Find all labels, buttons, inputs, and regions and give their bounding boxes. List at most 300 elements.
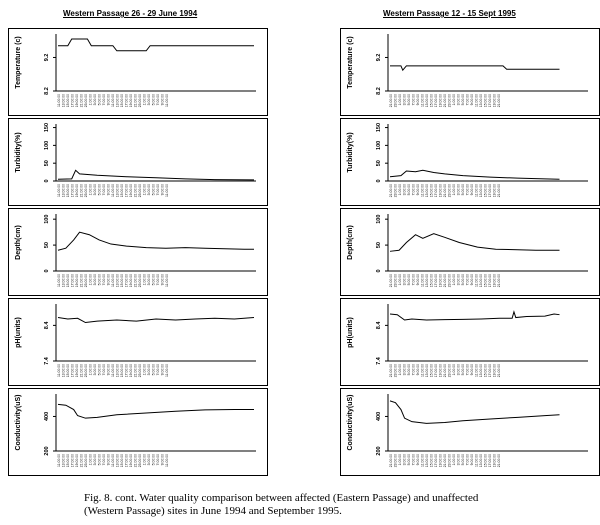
x-tick-label: 3:00:00 [92, 184, 97, 196]
x-tick-label: 13:00:00 [115, 184, 120, 198]
series-line [58, 318, 254, 323]
x-tick-label: 15:00:00 [483, 184, 488, 198]
x-tick-label: 5:00:00 [460, 364, 465, 376]
x-tick-label: 7:00:00 [465, 274, 470, 286]
x-tick-label: 19:00:00 [492, 364, 497, 378]
x-tick-label: 7:00:00 [155, 274, 160, 286]
x-tick-label: 9:00:00 [415, 364, 420, 376]
y-tick-label: 9.2 [44, 53, 50, 62]
y-tick-label: 0 [44, 269, 50, 273]
x-tick-label: 15:00:00 [119, 184, 124, 198]
depth-panel-right [340, 208, 600, 296]
x-tick-label: 1:00:00 [451, 274, 456, 286]
x-tick-label: 7:00:00 [411, 94, 416, 106]
x-tick-label: 11:00:00 [110, 184, 115, 197]
y-tick-label: 150 [44, 122, 50, 133]
x-tick-label: 13:00:00 [424, 184, 429, 198]
x-tick-label: 7:00:00 [155, 94, 160, 106]
x-tick-label: 21:00:00 [442, 454, 447, 468]
x-tick-label: 23:00:00 [447, 364, 452, 378]
y-tick-label: 100 [376, 140, 382, 150]
x-tick-label: 1:00:00 [142, 274, 147, 286]
x-tick-label: 13:00:00 [61, 364, 66, 378]
x-tick-label: 17:00:00 [70, 274, 75, 288]
x-tick-label: 21:00:00 [496, 94, 501, 108]
x-tick-label: 11:00:00 [420, 184, 425, 197]
x-tick-label: 17:00:00 [487, 454, 492, 468]
x-tick-label: 1:00:00 [451, 184, 456, 196]
x-tick-label: 17:00:00 [124, 454, 129, 468]
x-tick-label: 5:00:00 [97, 364, 102, 376]
x-tick-label: 3:00:00 [456, 274, 461, 286]
x-tick-label: 17:00:00 [124, 274, 129, 288]
y-axis-label: Turbidity(%) [347, 132, 354, 173]
x-tick-label: 3:00:00 [92, 454, 97, 466]
x-tick-label: 3:00:00 [402, 184, 407, 196]
x-tick-label: 15:00:00 [119, 94, 124, 108]
series-line [58, 232, 254, 250]
x-tick-label: 11:00:00 [110, 274, 115, 287]
x-tick-label: 7:00:00 [101, 274, 106, 286]
conductivity-panel-left [8, 388, 268, 476]
y-axis-label: Temperature (c) [15, 36, 22, 89]
series-line [58, 170, 254, 180]
x-tick-label: 21:00:00 [133, 274, 138, 288]
x-tick-label: 1:00:00 [397, 94, 402, 106]
x-tick-label: 9:00:00 [160, 184, 165, 196]
x-tick-label: 11:00:00 [474, 454, 479, 467]
x-tick-label: 5:00:00 [151, 454, 156, 466]
x-tick-label: 17:00:00 [433, 94, 438, 108]
x-tick-label: 23:00:00 [83, 184, 88, 198]
series-line [58, 404, 254, 418]
y-tick-label: 9.2 [376, 53, 382, 62]
y-tick-label: 7.4 [376, 357, 382, 365]
x-tick-label: 1:00:00 [397, 184, 402, 196]
caption-line-2: (Western Passage) sites in June 1994 and September 1995. [84, 505, 342, 517]
x-tick-label: 9:00:00 [160, 454, 165, 466]
y-tick-label: 50 [44, 242, 50, 249]
x-tick-label: 17:00:00 [433, 184, 438, 198]
x-tick-label: 17:00:00 [124, 184, 129, 198]
x-tick-label: 13:00:00 [61, 454, 66, 468]
turbidity-panel-left [8, 118, 268, 206]
x-tick-label: 15:00:00 [65, 454, 70, 468]
x-tick-label: 5:00:00 [406, 274, 411, 286]
x-tick-label: 19:00:00 [492, 274, 497, 288]
x-tick-label: 13:00:00 [478, 364, 483, 378]
x-tick-label: 5:00:00 [97, 184, 102, 196]
x-tick-label: 3:00:00 [456, 364, 461, 376]
x-tick-label: 19:00:00 [74, 454, 79, 468]
x-tick-label: 23:00:00 [137, 94, 142, 108]
x-tick-label: 11:00:00 [110, 364, 115, 377]
y-tick-label: 0 [376, 179, 382, 183]
x-tick-label: 23:00:00 [393, 274, 398, 288]
x-tick-label: 19:00:00 [438, 364, 443, 378]
x-tick-label: 17:00:00 [70, 94, 75, 108]
x-tick-label: 15:00:00 [65, 184, 70, 198]
x-tick-label: 15:00:00 [65, 274, 70, 288]
y-tick-label: 50 [376, 160, 382, 167]
x-tick-label: 21:00:00 [442, 94, 447, 108]
x-tick-label: 3:00:00 [146, 184, 151, 196]
x-tick-label: 15:00:00 [119, 274, 124, 288]
y-axis-label: Conductivity(uS) [347, 394, 354, 451]
x-tick-label: 3:00:00 [402, 94, 407, 106]
right-column-title: Western Passage 12 - 15 Sept 1995 [383, 9, 516, 18]
x-tick-label: 23:00:00 [83, 274, 88, 288]
x-tick-label: 5:00:00 [406, 184, 411, 196]
x-tick-label: 21:00:00 [79, 184, 84, 198]
x-tick-label: 7:00:00 [155, 364, 160, 376]
x-tick-label: 23:00:00 [137, 454, 142, 468]
x-tick-label: 11:00:00 [474, 364, 479, 377]
x-tick-label: 19:00:00 [438, 184, 443, 198]
x-tick-label: 23:00:00 [393, 364, 398, 378]
x-tick-label: 9:00:00 [106, 364, 111, 376]
x-tick-label: 21:00:00 [442, 184, 447, 198]
x-tick-label: 11:00:00 [164, 184, 169, 197]
x-tick-label: 15:00:00 [483, 454, 488, 468]
x-tick-label: 1:00:00 [451, 364, 456, 376]
temperature-panel-right [340, 28, 600, 116]
x-tick-label: 15:00:00 [429, 94, 434, 108]
y-tick-label: 100 [44, 214, 50, 224]
x-tick-label: 21:00:00 [133, 454, 138, 468]
y-tick-label: 200 [44, 446, 50, 456]
x-tick-label: 15:00:00 [483, 274, 488, 288]
x-tick-label: 13:00:00 [115, 94, 120, 108]
x-tick-label: 21:00:00 [133, 184, 138, 198]
series-line [390, 234, 560, 252]
y-tick-label: 7.4 [44, 357, 50, 365]
x-tick-label: 3:00:00 [146, 94, 151, 106]
y-tick-label: 0 [44, 179, 50, 183]
x-tick-label: 1:00:00 [88, 94, 93, 106]
x-tick-label: 1:00:00 [142, 364, 147, 376]
x-tick-label: 13:00:00 [424, 364, 429, 378]
x-tick-label: 7:00:00 [465, 184, 470, 196]
x-tick-label: 7:00:00 [155, 454, 160, 466]
y-tick-label: 400 [376, 411, 382, 422]
x-tick-label: 5:00:00 [151, 364, 156, 376]
y-axis-label: Depth(cm) [347, 225, 354, 260]
x-tick-label: 5:00:00 [97, 94, 102, 106]
series-line [58, 39, 254, 51]
x-tick-label: 23:00:00 [447, 274, 452, 288]
x-tick-label: 23:00:00 [447, 94, 452, 108]
x-tick-label: 7:00:00 [101, 454, 106, 466]
x-tick-label: 3:00:00 [402, 454, 407, 466]
x-tick-label: 23:00:00 [393, 454, 398, 468]
series-line [390, 401, 560, 423]
x-tick-label: 9:00:00 [415, 94, 420, 106]
x-tick-label: 3:00:00 [92, 364, 97, 376]
x-tick-label: 19:00:00 [74, 364, 79, 378]
y-tick-label: 400 [44, 411, 50, 422]
x-tick-label: 21:00:00 [133, 364, 138, 378]
x-tick-label: 19:00:00 [74, 94, 79, 108]
x-tick-label: 17:00:00 [433, 364, 438, 378]
x-tick-label: 21:00:00 [496, 184, 501, 198]
x-tick-label: 7:00:00 [411, 274, 416, 286]
x-tick-label: 3:00:00 [402, 274, 407, 286]
y-axis-label: Turbidity(%) [15, 132, 22, 173]
y-axis-label: Conductivity(uS) [15, 394, 22, 451]
x-tick-label: 23:00:00 [83, 94, 88, 108]
x-tick-label: 5:00:00 [151, 184, 156, 196]
temperature-panel-left [8, 28, 268, 116]
x-tick-label: 19:00:00 [492, 184, 497, 198]
x-tick-label: 21:00:00 [496, 364, 501, 378]
series-line [390, 66, 560, 70]
x-tick-label: 9:00:00 [160, 94, 165, 106]
y-tick-label: 8.2 [44, 87, 50, 95]
x-tick-label: 23:00:00 [447, 184, 452, 198]
x-tick-label: 15:00:00 [429, 364, 434, 378]
x-tick-label: 17:00:00 [487, 364, 492, 378]
x-tick-label: 11:00:00 [164, 94, 169, 107]
x-tick-label: 21:00:00 [79, 454, 84, 468]
x-tick-label: 21:00:00 [388, 454, 393, 468]
x-tick-label: 17:00:00 [487, 274, 492, 288]
x-tick-label: 11:00:00 [110, 454, 115, 467]
x-tick-label: 9:00:00 [415, 454, 420, 466]
x-tick-label: 13:00:00 [61, 274, 66, 288]
x-tick-label: 5:00:00 [460, 94, 465, 106]
x-tick-label: 19:00:00 [74, 184, 79, 198]
x-tick-label: 9:00:00 [415, 184, 420, 196]
x-tick-label: 5:00:00 [406, 94, 411, 106]
x-tick-label: 21:00:00 [496, 274, 501, 288]
x-tick-label: 1:00:00 [88, 274, 93, 286]
x-tick-label: 11:00:00 [474, 184, 479, 197]
x-tick-label: 19:00:00 [128, 454, 133, 468]
x-tick-label: 21:00:00 [442, 274, 447, 288]
x-tick-label: 9:00:00 [106, 94, 111, 106]
x-tick-label: 17:00:00 [433, 454, 438, 468]
x-tick-label: 19:00:00 [438, 454, 443, 468]
x-tick-label: 21:00:00 [496, 454, 501, 468]
x-tick-label: 13:00:00 [424, 274, 429, 288]
turbidity-panel-right [340, 118, 600, 206]
x-tick-label: 21:00:00 [388, 94, 393, 108]
x-tick-label: 5:00:00 [151, 274, 156, 286]
x-tick-label: 11:00:00 [474, 274, 479, 287]
x-tick-label: 3:00:00 [456, 94, 461, 106]
x-tick-label: 13:00:00 [61, 184, 66, 198]
x-tick-label: 19:00:00 [128, 94, 133, 108]
x-tick-label: 5:00:00 [406, 454, 411, 466]
x-tick-label: 17:00:00 [487, 94, 492, 108]
x-tick-label: 17:00:00 [70, 364, 75, 378]
x-tick-label: 11:00:00 [110, 94, 115, 107]
x-tick-label: 15:00:00 [429, 454, 434, 468]
x-tick-label: 11:00:00 [56, 184, 61, 197]
depth-panel-left [8, 208, 268, 296]
x-tick-label: 23:00:00 [137, 364, 142, 378]
x-tick-label: 13:00:00 [424, 454, 429, 468]
x-tick-label: 19:00:00 [128, 364, 133, 378]
y-tick-label: 100 [376, 214, 382, 224]
x-tick-label: 15:00:00 [119, 364, 124, 378]
x-tick-label: 5:00:00 [406, 364, 411, 376]
x-tick-label: 11:00:00 [474, 94, 479, 107]
x-tick-label: 7:00:00 [411, 454, 416, 466]
y-tick-label: 8.4 [376, 321, 382, 330]
x-tick-label: 7:00:00 [101, 94, 106, 106]
x-tick-label: 5:00:00 [460, 274, 465, 286]
x-tick-label: 19:00:00 [492, 454, 497, 468]
ph-panel-left [8, 298, 268, 386]
x-tick-label: 11:00:00 [56, 274, 61, 287]
x-tick-label: 7:00:00 [411, 364, 416, 376]
x-tick-label: 13:00:00 [478, 274, 483, 288]
y-tick-label: 50 [44, 160, 50, 167]
x-tick-label: 13:00:00 [115, 454, 120, 468]
x-tick-label: 13:00:00 [61, 94, 66, 108]
x-tick-label: 5:00:00 [151, 94, 156, 106]
x-tick-label: 11:00:00 [420, 94, 425, 107]
x-tick-label: 1:00:00 [88, 454, 93, 466]
x-tick-label: 17:00:00 [433, 274, 438, 288]
x-tick-label: 1:00:00 [88, 184, 93, 196]
x-tick-label: 7:00:00 [155, 184, 160, 196]
series-line [390, 170, 560, 179]
x-tick-label: 3:00:00 [146, 364, 151, 376]
x-tick-label: 1:00:00 [397, 274, 402, 286]
x-tick-label: 13:00:00 [478, 184, 483, 198]
x-tick-label: 3:00:00 [146, 454, 151, 466]
x-tick-label: 5:00:00 [460, 454, 465, 466]
x-tick-label: 7:00:00 [465, 94, 470, 106]
x-tick-label: 7:00:00 [101, 184, 106, 196]
x-tick-label: 3:00:00 [456, 454, 461, 466]
x-tick-label: 9:00:00 [106, 184, 111, 196]
x-tick-label: 21:00:00 [442, 364, 447, 378]
y-tick-label: 50 [376, 242, 382, 249]
x-tick-label: 9:00:00 [106, 274, 111, 286]
x-tick-label: 15:00:00 [429, 274, 434, 288]
x-tick-label: 11:00:00 [420, 364, 425, 377]
x-tick-label: 9:00:00 [469, 454, 474, 466]
x-tick-label: 13:00:00 [115, 274, 120, 288]
x-tick-label: 19:00:00 [128, 184, 133, 198]
x-tick-label: 19:00:00 [438, 274, 443, 288]
x-tick-label: 11:00:00 [164, 274, 169, 287]
x-tick-label: 21:00:00 [388, 364, 393, 378]
ph-panel-right [340, 298, 600, 386]
x-tick-label: 9:00:00 [106, 454, 111, 466]
x-tick-label: 3:00:00 [456, 184, 461, 196]
y-tick-label: 8.2 [376, 87, 382, 95]
x-tick-label: 3:00:00 [402, 364, 407, 376]
x-tick-label: 11:00:00 [164, 454, 169, 467]
x-tick-label: 11:00:00 [56, 454, 61, 467]
x-tick-label: 23:00:00 [83, 364, 88, 378]
x-tick-label: 5:00:00 [97, 274, 102, 286]
x-tick-label: 23:00:00 [393, 94, 398, 108]
x-tick-label: 7:00:00 [465, 454, 470, 466]
x-tick-label: 23:00:00 [137, 184, 142, 198]
x-tick-label: 13:00:00 [115, 364, 120, 378]
x-tick-label: 15:00:00 [483, 94, 488, 108]
y-axis-label: Depth(cm) [15, 225, 22, 260]
x-tick-label: 11:00:00 [56, 364, 61, 377]
y-axis-label: pH(units) [347, 317, 354, 348]
x-tick-label: 21:00:00 [79, 94, 84, 108]
x-tick-label: 11:00:00 [420, 454, 425, 467]
left-column-title: Western Passage 26 - 29 June 1994 [63, 9, 198, 18]
x-tick-label: 9:00:00 [160, 274, 165, 286]
x-tick-label: 17:00:00 [487, 184, 492, 198]
x-tick-label: 1:00:00 [142, 94, 147, 106]
y-tick-label: 200 [376, 446, 382, 456]
x-tick-label: 21:00:00 [79, 364, 84, 378]
x-tick-label: 19:00:00 [74, 274, 79, 288]
x-tick-label: 9:00:00 [415, 274, 420, 286]
x-tick-label: 21:00:00 [388, 184, 393, 198]
x-tick-label: 9:00:00 [469, 364, 474, 376]
x-tick-label: 3:00:00 [92, 94, 97, 106]
x-tick-label: 7:00:00 [101, 364, 106, 376]
y-tick-label: 150 [376, 122, 382, 133]
y-tick-label: 100 [44, 140, 50, 150]
x-tick-label: 1:00:00 [397, 454, 402, 466]
x-tick-label: 21:00:00 [388, 274, 393, 288]
x-tick-label: 1:00:00 [397, 364, 402, 376]
x-tick-label: 23:00:00 [393, 184, 398, 198]
x-tick-label: 15:00:00 [483, 364, 488, 378]
x-tick-label: 15:00:00 [119, 454, 124, 468]
y-tick-label: 8.4 [44, 321, 50, 330]
x-tick-label: 23:00:00 [137, 274, 142, 288]
x-tick-label: 11:00:00 [420, 274, 425, 287]
x-tick-label: 15:00:00 [65, 94, 70, 108]
x-tick-label: 19:00:00 [438, 94, 443, 108]
x-tick-label: 7:00:00 [465, 364, 470, 376]
figure-caption [84, 492, 554, 518]
x-tick-label: 5:00:00 [97, 454, 102, 466]
x-tick-label: 21:00:00 [133, 94, 138, 108]
x-tick-label: 9:00:00 [469, 94, 474, 106]
x-tick-label: 5:00:00 [460, 184, 465, 196]
y-axis-label: pH(units) [15, 317, 22, 348]
x-tick-label: 1:00:00 [451, 94, 456, 106]
x-tick-label: 13:00:00 [424, 94, 429, 108]
x-tick-label: 1:00:00 [451, 454, 456, 466]
x-tick-label: 23:00:00 [83, 454, 88, 468]
x-tick-label: 17:00:00 [70, 454, 75, 468]
x-tick-label: 1:00:00 [88, 364, 93, 376]
x-tick-label: 21:00:00 [79, 274, 84, 288]
x-tick-label: 13:00:00 [478, 94, 483, 108]
y-axis-label: Temperature (c) [347, 36, 354, 89]
y-tick-label: 0 [376, 269, 382, 273]
x-tick-label: 15:00:00 [65, 364, 70, 378]
x-tick-label: 19:00:00 [128, 274, 133, 288]
x-tick-label: 17:00:00 [124, 364, 129, 378]
x-tick-label: 19:00:00 [492, 94, 497, 108]
x-tick-label: 23:00:00 [447, 454, 452, 468]
x-tick-label: 3:00:00 [92, 274, 97, 286]
x-tick-label: 17:00:00 [124, 94, 129, 108]
x-tick-label: 1:00:00 [142, 454, 147, 466]
series-line [390, 312, 560, 320]
x-tick-label: 11:00:00 [56, 94, 61, 107]
x-tick-label: 9:00:00 [469, 184, 474, 196]
